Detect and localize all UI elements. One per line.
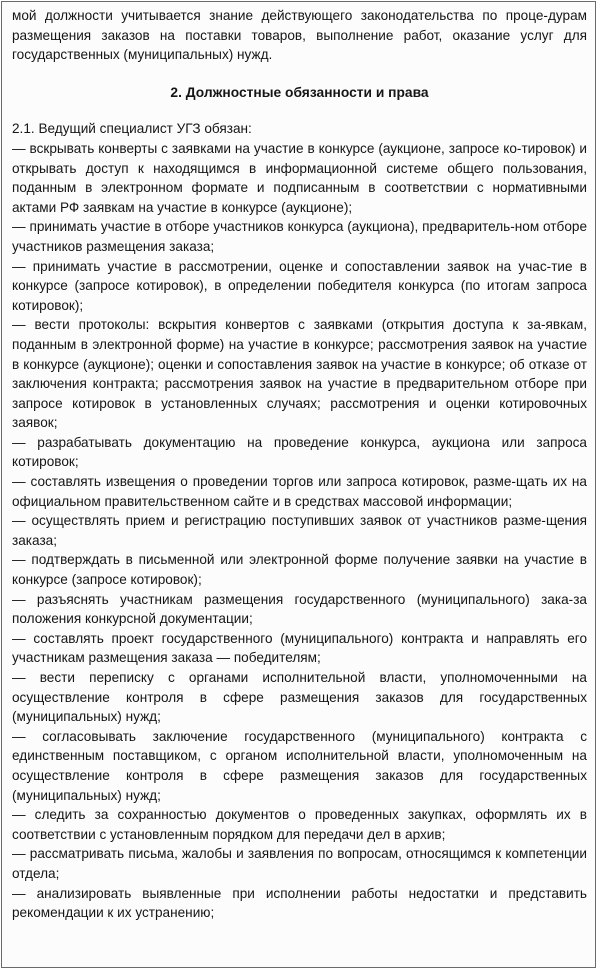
duty-item: — осуществлять прием и регистрацию поступивших заявок от участников разме-щения заказа; [12, 513, 587, 548]
duty-item: — согласовывать заключение государственного (муниципального) контракта с единственным поставщиком, с органом исполнительной власти, уполномоченным на осуществление контроля в сфере размещения заказов для государственных (муниципальных) нужд; [12, 728, 587, 803]
clause-heading: 2.1. Ведущий специалист УГЗ обязан: [12, 121, 252, 137]
duty-item: — разъяснять участникам размещения государственного (муниципального) зака-за положения конкурсной документации; [12, 591, 587, 627]
duty-list [12, 139, 587, 923]
duty-item: — вскрывать конверты с заявками на участие в конкурсе (аукционе, запросе ко-тировок) и открывать доступ к находящимся в информационной системе общего пользования, поданным в электронном формате и подписанным в соответствии с нормативными актами РФ заявкам на участие в конкурсе (аукционе); [12, 140, 587, 215]
duty-item: — разрабатывать документацию на проведение конкурса, аукциона или запроса котировок; [12, 434, 587, 470]
duty-item: — принимать участие в отборе участников конкурса (аукциона), предваритель-ном отборе участников размещения заказа; [12, 219, 587, 254]
document-body [2, 2, 595, 923]
duty-item: — анализировать выявленные при исполнении работы недостатки и представить рекомендации к их устранению; [12, 885, 587, 921]
intro-paragraph: мой должности учитывается знание действующего законодательства по проце-дурам размещения заказов на поставки товаров, выполнение работ, оказание услуг для государственных (муниципальных) нужд. [12, 8, 587, 63]
duty-item: — принимать участие в рассмотрении, оценке и сопоставлении заявок на учас-тие в конкурсе (запросе котировок), в определении победителя конкурса (по итогам запроса котировок); [12, 258, 587, 313]
section-title: 2. Должностные обязанности и права [170, 84, 429, 100]
duty-item: — вести переписку с органами исполнительной власти, уполномоченными на осуществление контроля в сфере размещения заказов для государственных (муниципальных) нужд; [12, 670, 587, 725]
duty-item: — составлять проект государственного (муниципального) контракта и направлять его участникам размещения заказа — победителям; [12, 630, 587, 666]
duty-item: — рассматривать письма, жалобы и заявления по вопросам, относящимся к компетенции отдела; [12, 846, 587, 881]
duty-item: — следить за сохранностью документов о проведенных закупках, оформлять их в соответствии с установленным порядком для передачи дел в архив; [12, 807, 587, 842]
duty-item: — подтверждать в письменной или электронной форме получение заявки на участие в конкурсе (запросе котировок); [12, 552, 587, 588]
duty-item: — вести протоколы: вскрытия конвертов с заявками (открытия доступа к за-явкам, поданным в электронной форме) на участие в конкурсе; рассмотрения заявок на участие в конкурсе (аукционе); оценки и сопоставления заявок на участие в конкурсе; об отказе от заключения контракта; рассмотрения заявок на участие в предварительном отборе при запросе котировок в установленных случаях; рассмотрения и оценки котировочных заявок; [12, 317, 587, 431]
document-page [1, 1, 596, 968]
duty-item: — составлять извещения о проведении торгов или запроса котировок, разме-щать их на официальном правительственном сайте и в средствах массовой информации; [12, 474, 587, 509]
